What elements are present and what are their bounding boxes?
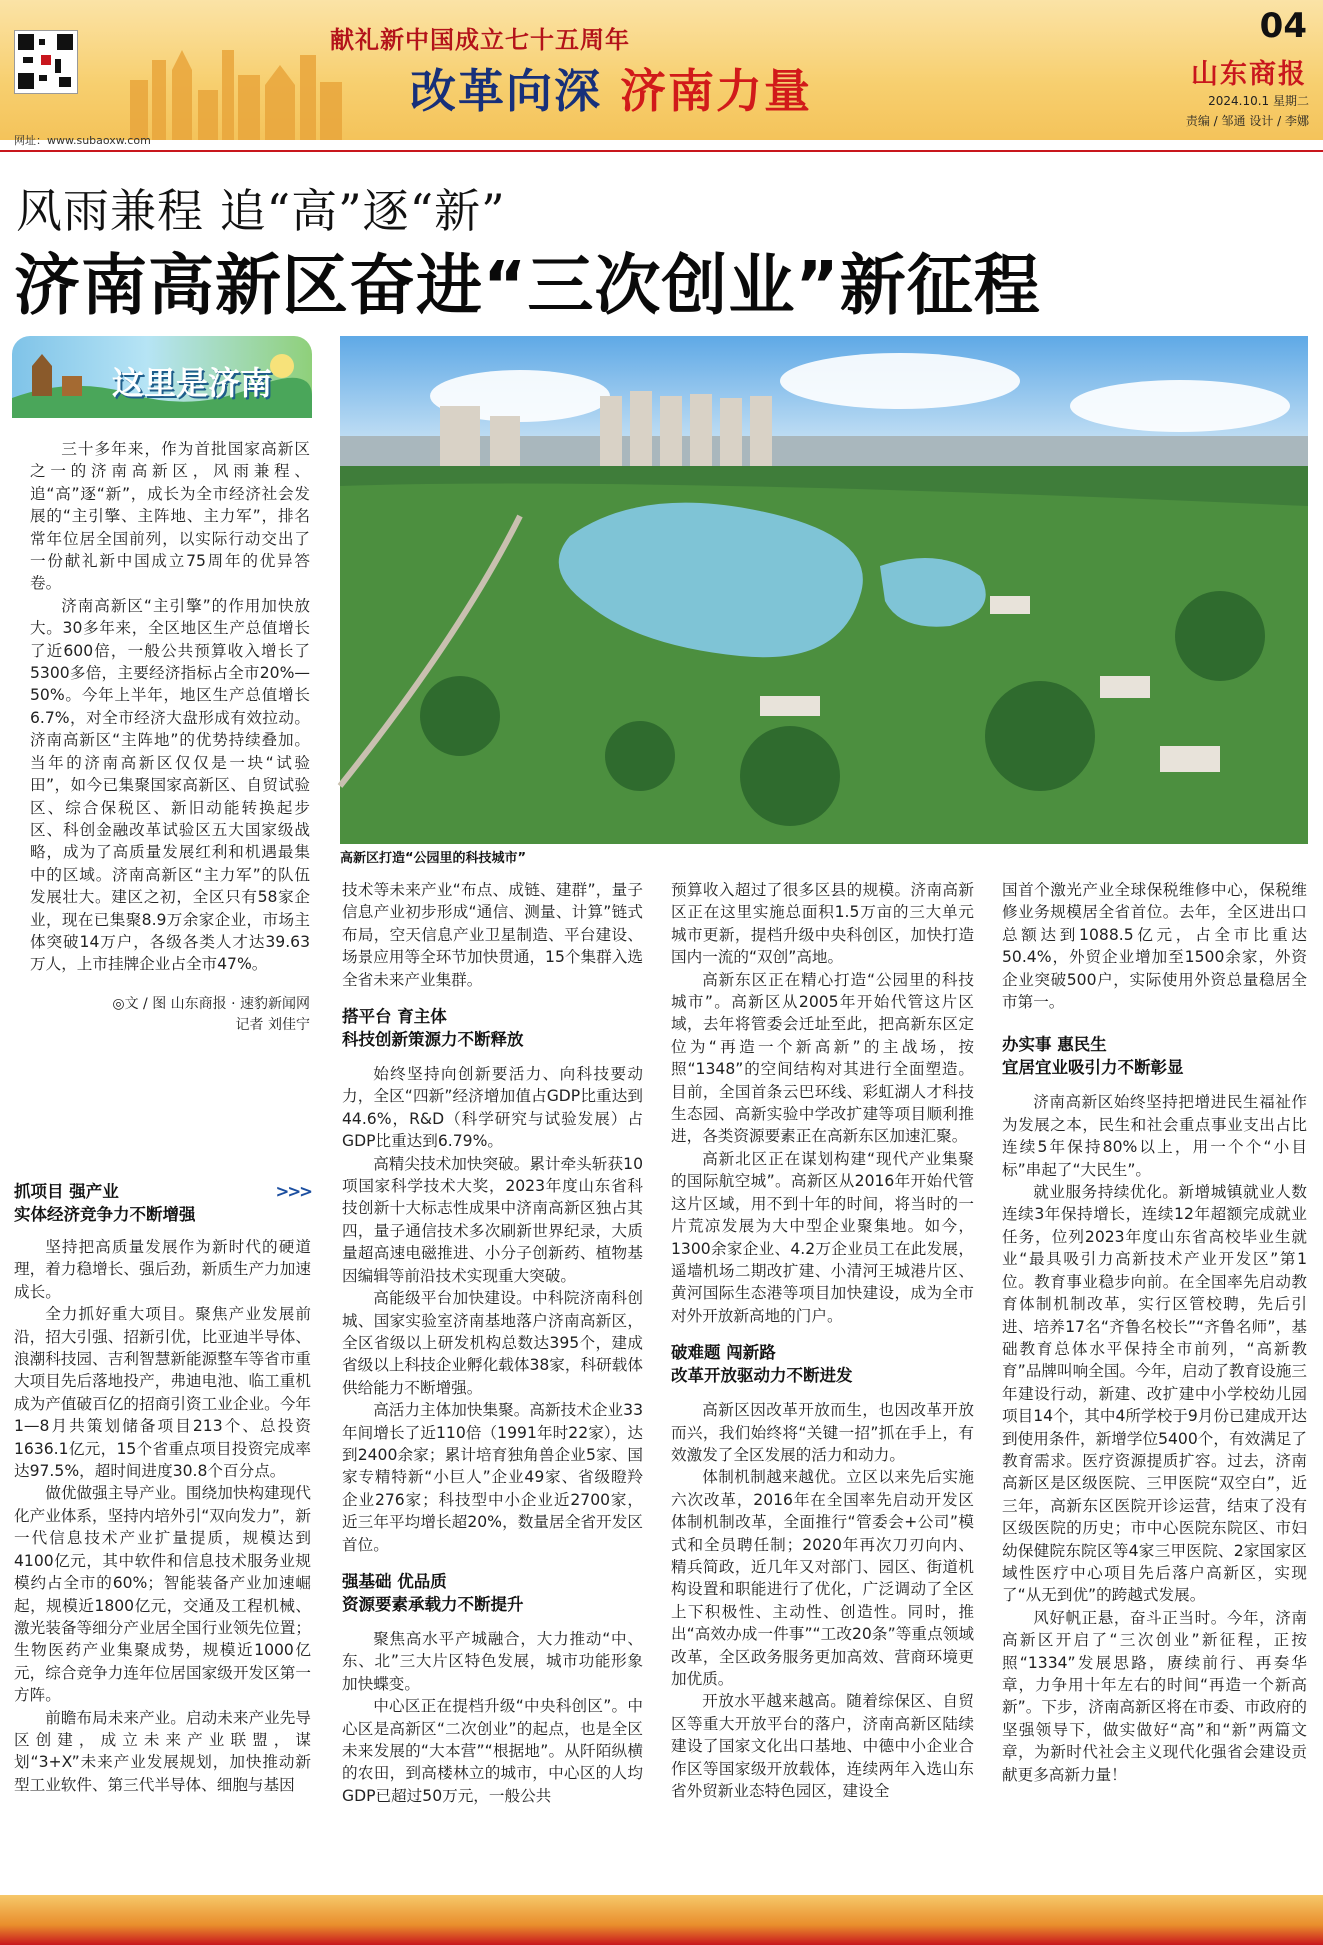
badge-text: 这里是济南 (112, 364, 273, 402)
newspaper-name: 山东商报 (1191, 59, 1307, 90)
body-paragraph: 高新区因改革开放而生，也因改革开放而兴，我们始终将“关键一招”抓在手上，有效激发了全区发展的活力和动力。 (671, 1401, 974, 1464)
page-number: 04 (1259, 6, 1307, 46)
section-subhead: 强基础 优品质 (342, 1571, 447, 1591)
body-paragraph: 中心区正在提档升级“中央科创区”。中心区是高新区“二次创业”的起点，也是全区未来发展的“大本营”“根据地”。从阡陌纵横的农田，到高楼林立的城市，中心区的人均GDP已超过50万元，一般公共 (342, 1697, 643, 1805)
footer-decoration (0, 1895, 1323, 1945)
body-paragraph: 高新东区正在精心打造“公园里的科技城市”。高新区从2005年开始代管这片区域，去年将管委会迁址至此，把高新东区定位为“再造一个新高新”的主战场，按照“1348”的空间结构对其进行全面塑造。目前，全国首条云巴环线、彩虹湖人才科技生态园、高新实验中学改扩建等项目顺利推进，各类资源要素正在高新东区加速汇聚。 (671, 970, 974, 1146)
body-paragraph: 高活力主体加快集聚。高新技术企业33年间增长了近110倍（1991年时22家），达到2400余家；累计培育独角兽企业5家、国家专精特新“小巨人”企业49家、省级瞪羚企业276家；科技型中小企业近2700家，近三年平均增长超20%，数量居全省开发区首位。 (342, 1401, 643, 1554)
section-subhead: 办实事 惠民生 (1002, 1035, 1107, 1055)
slogan-part-1: 改革向深 (410, 64, 602, 118)
intro-column (30, 438, 310, 1036)
byline-source: ◎文 / 图 山东商报 · 速豹新闻网 (112, 995, 310, 1012)
body-paragraph: 高能级平台加快建设。中科院济南科创城、国家实验室济南基地落户济南高新区，全区省级以上研发机构总数达395个，建成省级以上科技企业孵化载体38家，科研载体供给能力不断增强。 (342, 1289, 643, 1397)
section-subhead-2: 宜居宜业吸引力不断彰显 (1002, 1058, 1184, 1078)
body-paragraph: 风好帆正悬，奋斗正当时。今年，济南高新区开启了“三次创业”新征程，正按照“1334”发展思路，赓续前行、再奏华章，力争用十年左右的时间“再造一个新高新”。下步，济南高新区将在市委、市政府的坚强领导下，做实做好“高”和“新”两篇文章，为新时代社会主义现代化强省会建设贡献更多高新力量！ (1002, 1608, 1307, 1784)
skyline-illustration (120, 20, 350, 140)
section-subhead: 搭平台 育主体 (342, 1007, 447, 1027)
body-paragraph: 全力抓好重大项目。聚焦产业发展前沿，招大引强、招新引优，比亚迪半导体、浪潮科技园、吉利智慧新能源整车等省市重大项目先后落地投产，弗迪电池、临工重机成为产值破百亿的招商引资工业企业。今年1—8月共策划储备项目213个、总投资1636.1亿元，15个省重点项目投资完成率达97.5%，超时间进度30.8个百分点。 (14, 1305, 311, 1481)
body-paragraph: 做优做强主导产业。围绕加快构建现代化产业体系，坚持内培外引“双向发力”，新一代信息技术产业扩量提质，规模达到4100亿元，其中软件和信息技术服务业规模约占全市的60%；智能装备产业加速崛起，规模近1800亿元，交通及工程机械、激光装备等细分产业居全国行业领先位置；生物医药产业集聚成势，规模近1000亿元，综合竞争力连年位居国家级开发区第一方阵。 (14, 1484, 311, 1705)
body-paragraph: 开放水平越来越高。随着综保区、自贸区等重大开放平台的落户，济南高新区陆续建设了国家文化出口基地、中德中小企业合作区等国家级开放载体，连续两年入选山东省外贸新业态特色园区，建设全 (671, 1692, 974, 1801)
website-link[interactable]: 网址：www.subaoxw.com (14, 134, 151, 147)
body-paragraph: 技术等未来产业“布点、成链、建群”，量子信息产业初步形成“通信、测量、计算”链式布局，空天信息产业卫星制造、平台建设、场景应用等全环节加快贯通，15个集群入选全省未来产业集群。 (342, 881, 643, 989)
body-paragraph: 坚持把高质量发展作为新时代的硬道理，着力稳增长、强后劲，新质生产力加速成长。 (14, 1238, 311, 1301)
body-paragraph: 济南高新区始终坚持把增进民生福祉作为发展之本，民生和社会重点事业支出占比连续5年保持80%以上，用一个个“小目标”串起了“大民生”。 (1002, 1093, 1307, 1179)
aerial-park-image (340, 336, 1308, 844)
column-4 (1002, 879, 1307, 1786)
banner-slogan (410, 55, 812, 121)
body-paragraph: 就业服务持续优化。新增城镇就业人数连续3年保持增长，连续12年超额完成就业任务，位列2023年度山东省高校毕业生就业“最具吸引力高新技术产业开发区”第1位。教育事业稳步向前。在全国率先启动教育体制机制改革，实行区管校聘，先后引进、培养17名“齐鲁名校长”“齐鲁名师”，基础教育总体水平保持全市前列，“高新教育”品牌叫响全国。今年，启动了教育设施三年建设行动，新建、改扩建中小学校幼儿园项目14个，其中4所学校于9月份已建成开达到使用条件，新增学位5400个，有效满足了教育需求。医疗资源提质扩容。过去，济南高新区是区级医院、三甲医院“双空白”，近三年，高新东区医院开诊运营，结束了没有区级医院的历史；市中心医院东院区、市妇幼保健院东院区等4家三甲医院、2家国家区域性医疗中心项目先后落户高新区，实现了“从无到优”的跨越式发展。 (1002, 1183, 1307, 1605)
headline-kicker: 风雨兼程 追“高”逐“新” (16, 184, 506, 238)
qr-code-icon (14, 30, 78, 94)
headline-title: 济南高新区奋进“三次创业”新征程 (14, 247, 1041, 324)
column-badge (12, 336, 312, 418)
body-paragraph: 前瞻布局未来产业。启动未来产业先导区创建，成立未来产业联盟，谋划“3+X”未来产业发展规划，加快推动新型工业软件、第三代半导体、细胞与基因 (14, 1708, 311, 1794)
issue-date: 2024.10.1 星期二 (1208, 94, 1309, 108)
slogan-part-2: 济南力量 (620, 64, 813, 118)
subhead-title: 抓项目 强产业 (14, 1182, 119, 1201)
section-arrow-icon: >>> (275, 1182, 311, 1201)
body-paragraph: 高精尖技术加快突破。累计牵头斩获10项国家科学技术大奖，2023年度山东省科技创新十大标志性成果中济南高新区独占其四，量子通信技术多次刷新世界纪录，大质量超高速电磁推进、小分子创新药、植物基因编辑等前沿技术实现重大突破。 (342, 1154, 643, 1285)
body-paragraph: 体制机制越来越优。立区以来先后实施六次改革，2016年在全国率先启动开发区体制机制改革，全面推行“管委会+公司”模式和全员聘任制；2020年再次刀刃向内、精兵简政，近几年又对部门、园区、街道机构设置和职能进行了优化，广泛调动了全区上下积极性、主动性、创造性。同时，推出“高效办成一件事”“工改20条”等重点领域改革，全区政务服务更加高效、营商环境更加优质。 (671, 1468, 974, 1688)
top-divider (0, 150, 1323, 152)
masthead-banner (0, 0, 1323, 147)
section-subhead-2: 科技创新策源力不断释放 (342, 1030, 524, 1050)
body-paragraph: 高新北区正在谋划构建“现代产业集聚的国际航空城”。高新区从2016年开始代管这片区域，用不到十年的时间，将当时的一片荒凉发展为大中型企业聚集地。如今，1300余家企业、4.2万企业员工在此发展，遥墙机场二期改扩建、小清河王城港片区、黄河国际生态港等项目加快建设，成为全市对外开放新高地的门户。 (671, 1149, 974, 1325)
section-subhead-2: 实体经济竞争力不断增强 (14, 1205, 196, 1224)
intro-paragraph: 济南高新区“主引擎”的作用加快放大。30多年来，全区地区生产总值增长了近600倍，一般公共预算收入增长了5300多倍，主要经济指标占全市20%—50%。今年上半年，地区生产总值增长6.7%，对全市经济大盘形成有效拉动。济南高新区“主阵地”的优势持续叠加。当年的济南高新区仅仅是一块“试验田”，如今已集聚国家高新区、自贸试验区、综合保税区、新旧动能转换起步区、科创金融改革试验区五大国家级战略，成为了高质量发展红利和机遇最集中的区域。济南高新区“主力军”的队伍发展壮大。建区之初，全区只有58家企业，现在已集聚8.9万余家企业，市场主体突破14万户，各级各类人才达39.63万人，上市挂牌企业占全市47%。 (30, 596, 310, 974)
section-subhead (14, 1180, 311, 1203)
byline-reporter: 记者 刘佳宁 (235, 1016, 310, 1033)
section-subhead: 破难题 闯新路 (671, 1343, 776, 1363)
section-subhead-2: 改革开放驱动力不断进发 (671, 1366, 853, 1386)
body-paragraph: 国首个激光产业全球保税维修中心，保税维修业务规模居全省首位。去年，全区进出口总额达到1088.5亿元，占全市比重达50.4%，外贸企业增加至1500余家，外资企业突破500户，实际使用外资总量稳居全市第一。 (1002, 881, 1307, 1012)
banner-top-line: 献礼新中国成立七十五周年 (330, 25, 630, 54)
body-paragraph: 预算收入超过了很多区县的规模。济南高新区正在这里实施总面积1.5万亩的三大单元城市更新，提档升级中央科创区，加快打造国内一流的“双创”高地。 (671, 881, 974, 967)
aerial-photo (340, 336, 1308, 844)
column-3 (671, 879, 974, 1802)
column-2 (342, 879, 643, 1807)
photo-caption: 高新区打造“公园里的科技城市” (340, 851, 527, 866)
section-subhead-2: 资源要素承载力不断提升 (342, 1594, 524, 1614)
editor-credits: 责编 / 邹通 设计 / 李娜 (1185, 114, 1309, 128)
body-paragraph: 聚焦高水平产城融合，大力推动“中、东、北”三大片区特色发展，城市功能形象加快蝶变。 (342, 1629, 643, 1693)
body-paragraph: 始终坚持向创新要活力、向科技要动力，全区“四新”经济增加值占GDP比重达到44.6%，R&D（科学研究与试验发展）占GDP比重达到6.79%。 (342, 1065, 643, 1151)
intro-paragraph: 三十多年来，作为首批国家高新区之一的济南高新区，风雨兼程、追“高”逐“新”，成长为全市经济社会发展的“主引擎、主阵地、主力军”，排名常年位居全国前列，以实际行动交出了一份献礼新中国成立75周年的优异答卷。 (30, 440, 310, 593)
column-1 (14, 1180, 311, 1796)
